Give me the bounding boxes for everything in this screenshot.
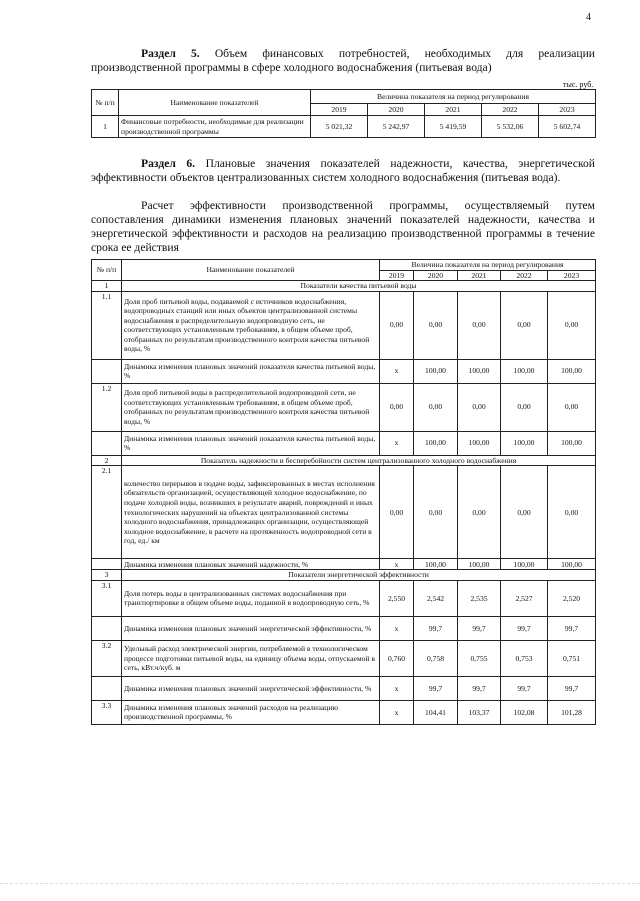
value-cell: 100,00: [548, 559, 596, 570]
value-cell: 0,00: [458, 466, 501, 559]
value-cell: 0,00: [501, 466, 548, 559]
group-title: Показатели энергетической эффективности: [122, 570, 596, 581]
year-header: 2022: [501, 270, 548, 281]
indicators-table: [91, 259, 596, 725]
value-cell: х: [380, 676, 414, 700]
row-num: 1.1: [92, 291, 122, 359]
value-cell: 2,520: [548, 580, 596, 616]
value-cell: 100,00: [501, 359, 548, 383]
value-cell: 5 602,74: [539, 116, 596, 138]
value-cell: 0,00: [548, 466, 596, 559]
value-cell: 100,00: [548, 431, 596, 455]
row-num: 3.1: [92, 580, 122, 616]
value-cell: 100,00: [501, 559, 548, 570]
dynamics-name: Динамика изменения плановых значений показателя качества питьевой воды, %: [122, 431, 380, 455]
value-cell: 99,7: [548, 676, 596, 700]
value-cell: 5 532,06: [482, 116, 539, 138]
value-cell: х: [380, 700, 414, 724]
row-name: количество перерывов в подаче воды, зафиксированных в местах исполнения обязательств организацией, осуществляющей холодное водоснабжение, по подаче холодной воды, возникших в результате аварий, повреждений и иных технологических нарушений на объектах централизованной системы холодного водоснабжения, принадлежащих организации, осуществляющей холодное водоснабжение, в расчете на протяженность водопроводной сети в год, ед./ км: [122, 466, 380, 559]
table-row: [92, 116, 596, 138]
value-cell: 99,7: [501, 616, 548, 640]
col-num-header: № п/п: [92, 260, 122, 281]
units-label: тыс. руб.: [563, 80, 594, 89]
value-cell: 0,00: [458, 291, 501, 359]
dynamics-row: [92, 359, 596, 383]
value-cell: 100,00: [501, 431, 548, 455]
table-row: [92, 700, 596, 724]
value-cell: 0,00: [458, 383, 501, 431]
value-cell: 0,00: [501, 291, 548, 359]
row-name: Динамика изменения плановых значений расходов на реализацию производственной программы, %: [122, 700, 380, 724]
value-cell: 99,7: [458, 616, 501, 640]
dynamics-name: Динамика изменения плановых значений энергетической эффективности, %: [122, 676, 380, 700]
value-cell: 0,00: [548, 291, 596, 359]
value-cell: 99,7: [548, 616, 596, 640]
value-cell: 0,758: [414, 640, 458, 676]
row-num: 1: [92, 116, 119, 138]
group-num: 1: [92, 281, 122, 292]
col-period-header: Величина показателя на период регулирования: [311, 90, 596, 104]
value-cell: 99,7: [501, 676, 548, 700]
year-header: 2019: [311, 104, 368, 116]
col-name-header: Наименование показателей: [119, 90, 311, 116]
dynamics-name: Динамика изменения плановых значений энергетической эффективности, %: [122, 616, 380, 640]
table-row: [92, 383, 596, 431]
value-cell: 99,7: [414, 676, 458, 700]
year-header: 2022: [482, 104, 539, 116]
row-name: Финансовые потребности, необходимые для реализации производственной программы: [119, 116, 311, 138]
row-num: 3.2: [92, 640, 122, 676]
group-title: Показатели качества питьевой воды: [122, 281, 596, 292]
value-cell: 99,7: [458, 676, 501, 700]
value-cell: 100,00: [414, 559, 458, 570]
dynamics-name: Динамика изменения плановых значений надежности, %: [122, 559, 380, 570]
value-cell: 99,7: [414, 616, 458, 640]
dynamics-row: [92, 676, 596, 700]
dynamics-row: [92, 559, 596, 570]
value-cell: 0,00: [414, 383, 458, 431]
table-row: [92, 466, 596, 559]
value-cell: 0,00: [501, 383, 548, 431]
value-cell: 0,755: [458, 640, 501, 676]
table-row: [92, 640, 596, 676]
row-num: 1.2: [92, 383, 122, 431]
value-cell: 5 419,59: [425, 116, 482, 138]
value-cell: 100,00: [458, 559, 501, 570]
value-cell: 0,00: [380, 291, 414, 359]
value-cell: 2,535: [458, 580, 501, 616]
section5-title: Объем финансовых потребностей, необходимых для реализации производственной программы в сфере холодного водоснабжения (питьевая вода): [91, 47, 595, 74]
row-name: Доля проб питьевой воды, подаваемой с источников водоснабжения, водопроводных станций или иных объектов централизованной системы водоснабжения в распределительную водопроводную сеть, не соответствующих установленным требованиям, в общем объеме проб, отобранных по результатам производственного контроля качества питьевой воды, %: [122, 291, 380, 359]
dynamics-row: [92, 616, 596, 640]
value-cell: 0,00: [414, 291, 458, 359]
value-cell: 2,527: [501, 580, 548, 616]
group-num: 2: [92, 455, 122, 466]
year-header: 2021: [425, 104, 482, 116]
value-cell: 104,41: [414, 700, 458, 724]
page-edge-line: [0, 883, 640, 884]
row-name: Доля потерь воды в централизованных системах водоснабжения при транспортировке в общем объеме воды, поданной в водопроводную сеть, %: [122, 580, 380, 616]
col-period-header: Величина показателя на период регулирования: [380, 260, 596, 271]
group-row: [92, 455, 596, 466]
value-cell: 100,00: [414, 359, 458, 383]
value-cell: 100,00: [458, 431, 501, 455]
section6-title: Плановые значения показателей надежности, качества, энергетической эффективности объектов централизованных систем холодного водоснабжения (питьевая вода).: [91, 157, 595, 184]
value-cell: х: [380, 559, 414, 570]
row-num: 2.1: [92, 466, 122, 559]
page-number: 4: [586, 12, 591, 23]
value-cell: 2,550: [380, 580, 414, 616]
value-cell: 0,00: [414, 466, 458, 559]
value-cell: х: [380, 431, 414, 455]
year-header: 2019: [380, 270, 414, 281]
group-num: 3: [92, 570, 122, 581]
value-cell: 102,08: [501, 700, 548, 724]
section6-paragraph: Расчет эффективности производственной программы, осуществляемый путем сопоставления динамики изменения плановых значений показателей надежности, качества и энергетической эффективности и расходов на реализацию производственной программы в течение срока ее действия: [91, 199, 595, 254]
group-row: [92, 281, 596, 292]
table-row: [92, 580, 596, 616]
col-num-header: № п/п: [92, 90, 119, 116]
value-cell: 0,760: [380, 640, 414, 676]
value-cell: 0,00: [380, 383, 414, 431]
value-cell: 5 021,32: [311, 116, 368, 138]
value-cell: 100,00: [414, 431, 458, 455]
value-cell: х: [380, 616, 414, 640]
section6-label: Раздел 6.: [141, 157, 196, 170]
group-row: [92, 570, 596, 581]
year-header: 2021: [458, 270, 501, 281]
dynamics-row: [92, 431, 596, 455]
value-cell: 100,00: [458, 359, 501, 383]
value-cell: 2,542: [414, 580, 458, 616]
value-cell: 0,751: [548, 640, 596, 676]
value-cell: 5 242,97: [368, 116, 425, 138]
year-header: 2023: [539, 104, 596, 116]
value-cell: х: [380, 359, 414, 383]
value-cell: 103,37: [458, 700, 501, 724]
row-name: Доля проб питьевой воды в распределительной водопроводной сети, не соответствующих установленным требованиям, в общем объеме проб, отобранных по результатам производственного контроля качества питьевой воды, %: [122, 383, 380, 431]
year-header: 2023: [548, 270, 596, 281]
table-row: [92, 291, 596, 359]
value-cell: 0,00: [548, 383, 596, 431]
row-name: Удельный расход электрической энергии, потребляемой в технологическом процессе подготовки питьевой воды, на единицу объема воды, отпускаемой в сеть, кВт.ч/куб. м: [122, 640, 380, 676]
value-cell: 0,00: [380, 466, 414, 559]
section6-heading: [91, 157, 595, 185]
group-title: Показатель надежности и бесперебойности систем централизованного холодного водоснабжения: [122, 455, 596, 466]
value-cell: 100,00: [548, 359, 596, 383]
value-cell: 0,753: [501, 640, 548, 676]
year-header: 2020: [368, 104, 425, 116]
section5-heading: [91, 47, 595, 75]
year-header: 2020: [414, 270, 458, 281]
dynamics-name: Динамика изменения плановых значений показателя качества питьевой воды, %: [122, 359, 380, 383]
row-num: 3.3: [92, 700, 122, 724]
col-name-header: Наименование показателей: [122, 260, 380, 281]
value-cell: 101,28: [548, 700, 596, 724]
section5-label: Раздел 5.: [141, 47, 200, 60]
financial-needs-table: [91, 89, 596, 138]
